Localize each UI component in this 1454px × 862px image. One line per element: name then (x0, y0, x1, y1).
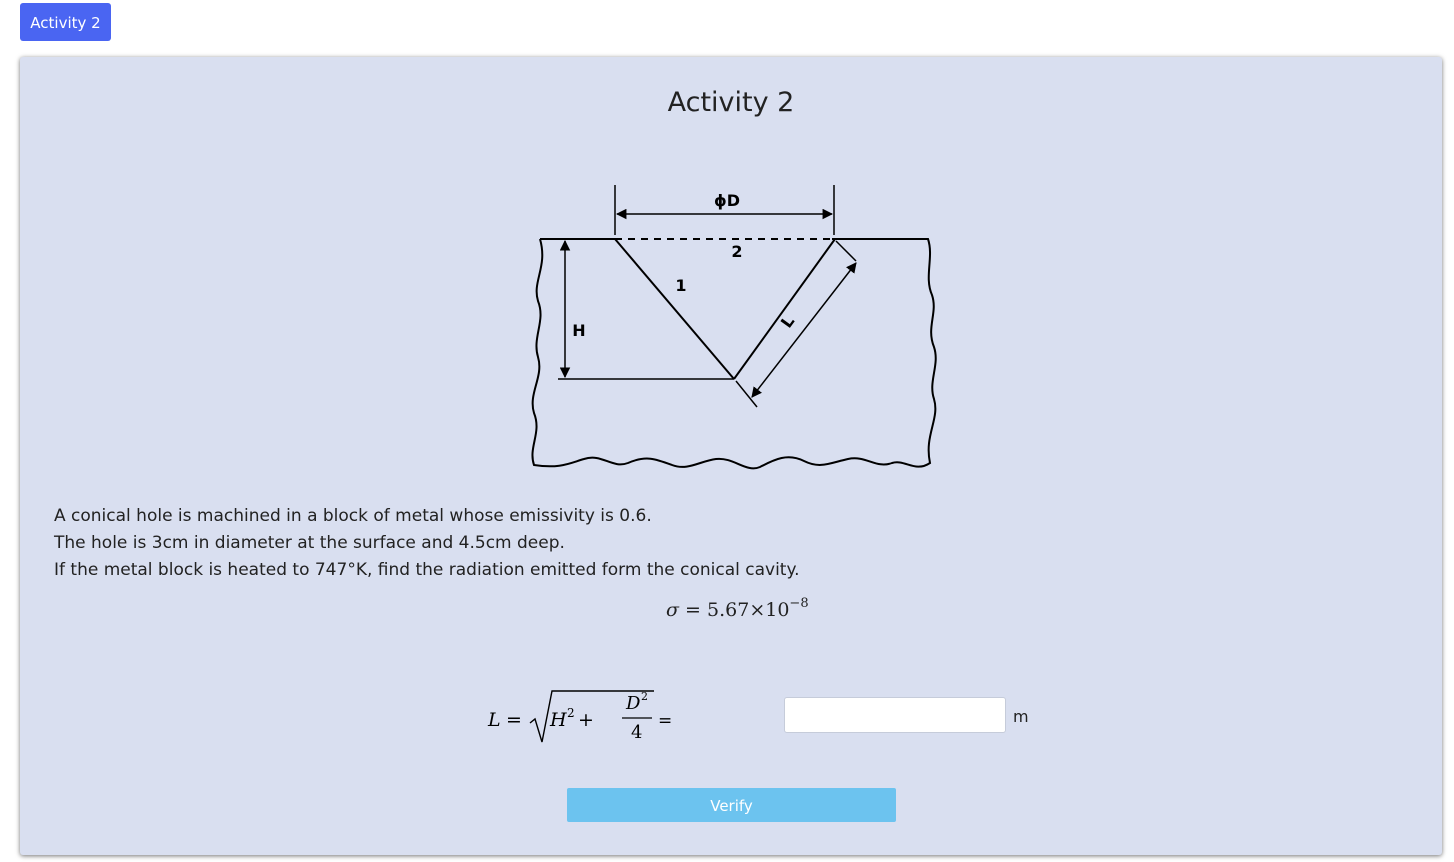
slant-length-answer-input[interactable] (784, 697, 1006, 733)
height-label: H (572, 321, 586, 340)
problem-line-2: The hole is 3cm in diameter at the surface and 4.5cm deep. (54, 533, 565, 553)
formula-d-exponent: 2 (641, 690, 648, 703)
formula-h-exponent: 2 (567, 706, 575, 720)
sigma-equals: = (685, 599, 701, 621)
diameter-label: ϕD (713, 191, 741, 210)
slant-label: L (776, 312, 799, 332)
formula-lhs: L (488, 709, 501, 731)
sigma-times: × (749, 599, 766, 621)
sigma-symbol: σ (666, 599, 679, 621)
cone-label: 1 (675, 276, 687, 295)
formula-trailing-equals: = (658, 711, 673, 731)
slant-extension-top (836, 241, 856, 261)
activity-tab-button[interactable]: Activity 2 (20, 3, 111, 41)
formula-denominator: 4 (631, 722, 643, 743)
formula-d-base: D (626, 693, 641, 714)
problem-line-3: If the metal block is heated to 747°K, find the radiation emitted form the conical cavity. (54, 560, 800, 580)
metal-block-outline (532, 239, 935, 468)
activity-card (20, 57, 1442, 855)
slant-length-formula (486, 685, 673, 747)
sigma-base: 10 (765, 599, 790, 621)
formula-h-base: H (550, 709, 567, 731)
problem-statement (54, 503, 800, 584)
verify-button[interactable]: Verify (567, 788, 896, 822)
cone-cavity-diagram (520, 177, 950, 477)
page-title: Activity 2 (667, 87, 795, 118)
sigma-exponent: −8 (789, 596, 809, 611)
formula-plus: + (578, 709, 594, 731)
formula-equals: = (506, 709, 522, 731)
sigma-mantissa: 5.67 (707, 599, 750, 621)
surface-label: 2 (731, 242, 743, 261)
problem-line-1: A conical hole is machined in a block of metal whose emissivity is 0.6. (54, 506, 652, 526)
cone-side-left (615, 239, 734, 379)
stefan-boltzmann-constant (666, 596, 809, 621)
answer-unit: m (1013, 707, 1029, 726)
